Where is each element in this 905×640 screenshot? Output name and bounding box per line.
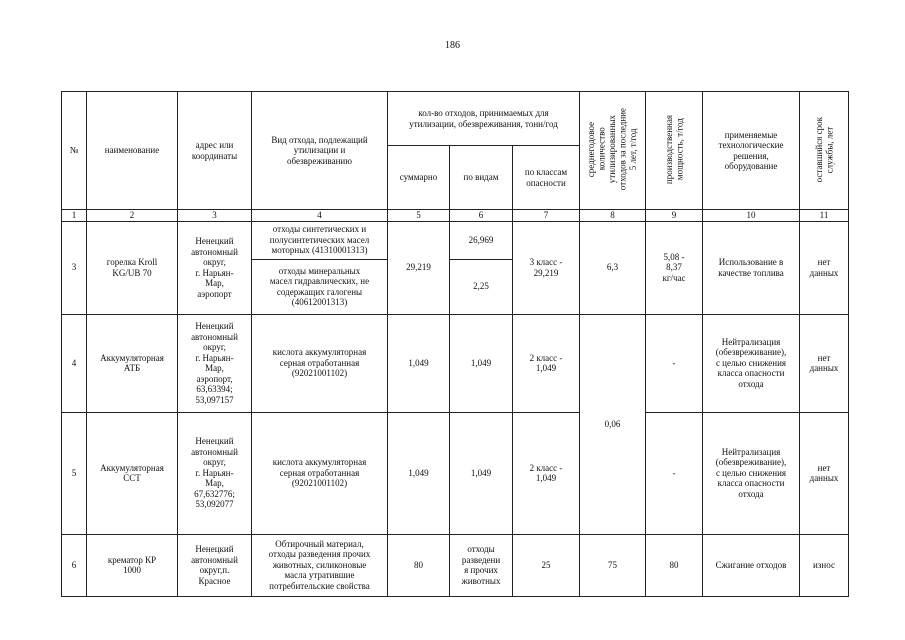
header-remaining: оставшийся срок службы, лет: [813, 116, 834, 182]
row-waste: кислота аккумуляторная серная отработанная (92021001102): [252, 314, 388, 412]
col-number: 7: [513, 210, 580, 222]
row-avg-amount-merged: 0,06: [580, 314, 646, 534]
row-tech: Сжигание отходов: [703, 534, 800, 596]
row-capacity: -: [646, 412, 703, 534]
col-number: 4: [252, 210, 388, 222]
header-address: адрес или координаты: [178, 92, 252, 210]
row-total: 1,049: [388, 412, 450, 534]
row-name: Аккумуляторная АТБ: [87, 314, 178, 412]
col-number: 2: [87, 210, 178, 222]
row-remaining: нет данных: [800, 412, 849, 534]
row-total: 29,219: [388, 221, 450, 314]
row-by-type: 26,969: [450, 221, 513, 259]
row-by-type: отходы разведени я прочих животных: [450, 534, 513, 596]
row-by-class: 25: [513, 534, 580, 596]
row-num: 4: [62, 314, 87, 412]
col-number: 6: [450, 210, 513, 222]
row-waste: отходы минеральных масел гидравлических, не содержащих галогены (40612001313): [252, 259, 388, 314]
row-by-type: 2,25: [450, 259, 513, 314]
row-capacity: 5,08 - 8,37 кг/час: [646, 221, 703, 314]
col-number: 5: [388, 210, 450, 222]
row-address: Ненецкий автономный округ, г. Нарьян- Мар, аэропорт: [178, 221, 252, 314]
row-num: 6: [62, 534, 87, 596]
row-total: 80: [388, 534, 450, 596]
row-by-class: 2 класс - 1,049: [513, 314, 580, 412]
row-by-type: 1,049: [450, 314, 513, 412]
row-remaining: нет данных: [800, 221, 849, 314]
row-address: Ненецкий автономный округ, г. Нарьян- Мар, аэропорт, 63,63394; 53,097157: [178, 314, 252, 412]
header-by-class: по классам опасности: [513, 146, 580, 210]
row-by-type: 1,049: [450, 412, 513, 534]
header-capacity: производственная мощность, т/год: [663, 114, 684, 184]
col-number: 9: [646, 210, 703, 222]
row-total: 1,049: [388, 314, 450, 412]
row-name: крематор КР 1000: [87, 534, 178, 596]
header-avg-amount: среднегодовое количество утилизированных отходов за последние 5 лет, т/год: [586, 108, 639, 191]
col-number: 11: [800, 210, 849, 222]
waste-facilities-table: [61, 91, 849, 597]
row-name: Аккумуляторная ССТ: [87, 412, 178, 534]
row-capacity: -: [646, 314, 703, 412]
header-num: №: [62, 92, 87, 210]
header-by-type: по видам: [450, 146, 513, 210]
row-tech: Нейтрализация (обезвреживание), с целью снижения класса опасности отхода: [703, 314, 800, 412]
row-waste: кислота аккумуляторная серная отработанная (92021001102): [252, 412, 388, 534]
header-name: наименование: [87, 92, 178, 210]
col-number: 1: [62, 210, 87, 222]
row-avg-amount: 6,3: [580, 221, 646, 314]
header-waste-type: Вид отхода, подлежащий утилизации и обезвреживанию: [252, 92, 388, 210]
row-name: горелка Kroll KG/UB 70: [87, 221, 178, 314]
row-remaining: нет данных: [800, 314, 849, 412]
row-tech: Нейтрализация (обезвреживание), с целью снижения класса опасности отхода: [703, 412, 800, 534]
row-num: 3: [62, 221, 87, 314]
page-number: 186: [445, 40, 460, 51]
row-waste: Обтирочный материал, отходы разведения прочих животных, силиконовые масла утратившие потребительские свойства: [252, 534, 388, 596]
row-avg-amount: 75: [580, 534, 646, 596]
row-by-class: 2 класс - 1,049: [513, 412, 580, 534]
row-address: Ненецкий автономный округ, г. Нарьян- Мар, 67,632776; 53,092077: [178, 412, 252, 534]
row-capacity: 80: [646, 534, 703, 596]
row-tech: Использование в качестве топлива: [703, 221, 800, 314]
col-number: 3: [178, 210, 252, 222]
row-remaining: износ: [800, 534, 849, 596]
col-number: 8: [580, 210, 646, 222]
header-amount-group: кол-во отходов, принимаемых для утилизации, обезвреживания, тонн/год: [388, 92, 580, 146]
row-waste: отходы синтетических и полусинтетических масел моторных (41310001313): [252, 221, 388, 259]
row-by-class: 3 класс - 29,219: [513, 221, 580, 314]
row-num: 5: [62, 412, 87, 534]
col-number: 10: [703, 210, 800, 222]
header-total: суммарно: [388, 146, 450, 210]
header-tech: применяемые технологические решения, оборудование: [703, 92, 800, 210]
row-address: Ненецкий автономный округ,п. Красное: [178, 534, 252, 596]
